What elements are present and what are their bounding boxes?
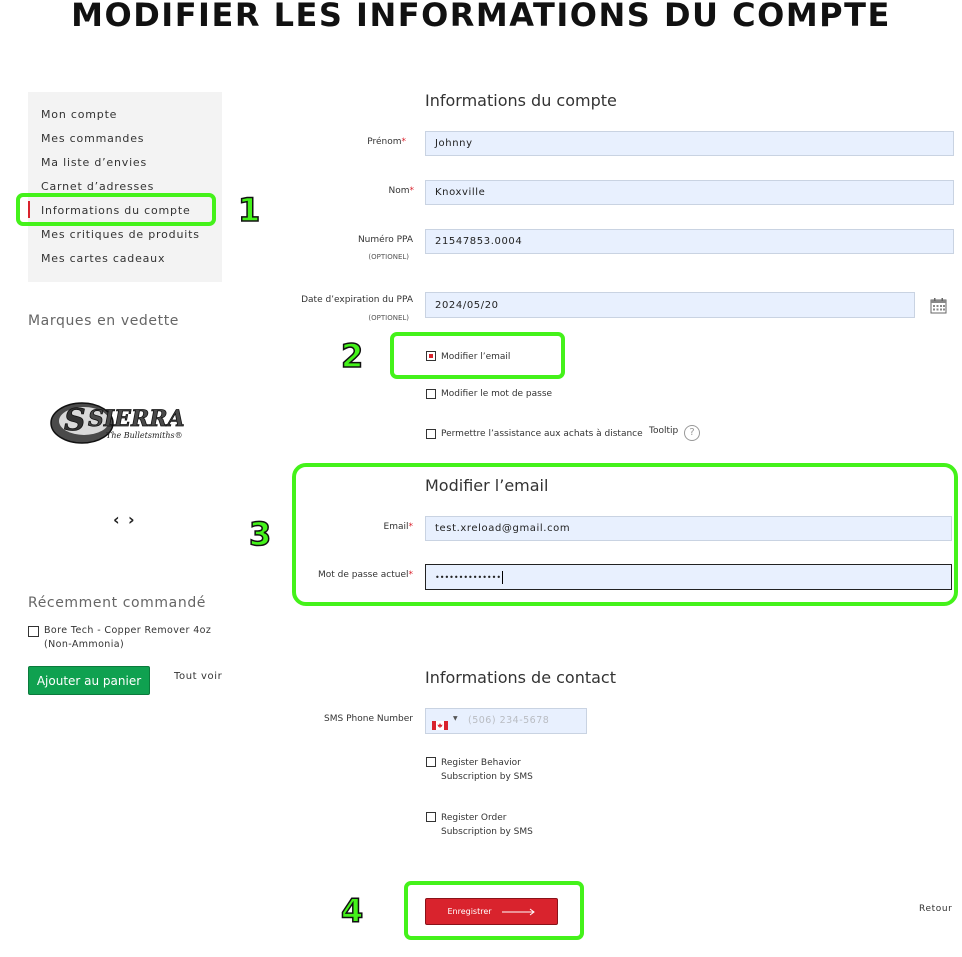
email-label: Email*: [383, 522, 413, 532]
annotation-number-3: 3: [249, 515, 272, 553]
calendar-icon[interactable]: [930, 297, 947, 314]
account-info-title: Informations du compte: [425, 91, 617, 110]
remote-assist-checkbox[interactable]: [426, 429, 436, 439]
sms-phone-label: SMS Phone Number: [324, 714, 413, 724]
annotation-box-4: [404, 881, 584, 940]
sms-phone-field[interactable]: [425, 708, 587, 734]
annotation-number-1: 1: [238, 191, 261, 229]
ppa-expiry-field[interactable]: 2024/05/20: [425, 292, 915, 318]
recent-item-name: Bore Tech - Copper Remover 4oz (Non-Ammonia): [44, 625, 212, 650]
last-name-field[interactable]: Knoxville: [425, 180, 954, 205]
back-link[interactable]: Retour: [919, 904, 953, 914]
nav-item-gift-cards[interactable]: Mes cartes cadeaux: [41, 252, 166, 265]
save-button-label: Enregistrer: [447, 907, 492, 916]
annotation-box-3: [292, 463, 958, 606]
ppa-expiry-optional: (OPTIONEL): [368, 314, 409, 322]
canada-flag-icon[interactable]: [432, 717, 448, 726]
annotation-number-4: 4: [341, 892, 364, 930]
contact-info-title: Informations de contact: [425, 668, 616, 687]
email-field[interactable]: test.xreload@gmail.com: [425, 516, 952, 541]
add-to-cart-button[interactable]: Ajouter au panier: [28, 666, 150, 695]
svg-text:SIERRA: SIERRA: [88, 406, 185, 432]
country-dropdown-caret-icon[interactable]: ▼: [453, 715, 458, 722]
brand-carousel-next-icon[interactable]: ›: [128, 510, 135, 529]
view-all-link[interactable]: Tout voir: [174, 671, 223, 682]
svg-text:S: S: [64, 403, 86, 438]
change-password-label[interactable]: Modifier le mot de passe: [441, 389, 553, 399]
ppa-number-optional: (OPTIONEL): [368, 253, 409, 261]
annotation-box-1: [16, 193, 216, 226]
current-password-value: ••••••••••••••: [435, 572, 502, 582]
recently-ordered-heading: Récemment commandé: [28, 595, 207, 611]
nav-item-orders[interactable]: Mes commandes: [41, 132, 145, 145]
ppa-number-label: Numéro PPA: [357, 235, 413, 245]
annotation-box-2: [390, 332, 565, 379]
first-name-field[interactable]: Johnny: [425, 131, 954, 156]
nav-item-product-reviews[interactable]: Mes critiques de produits: [41, 228, 200, 241]
ppa-number-field[interactable]: 21547853.0004: [425, 229, 954, 254]
sms-phone-placeholder: (506) 234-5678: [468, 715, 550, 726]
tooltip-label: Tooltip: [649, 426, 679, 436]
change-password-checkbox[interactable]: [426, 389, 436, 399]
last-name-label: Nom*: [388, 186, 414, 196]
nav-item-address-book[interactable]: Carnet d’adresses: [41, 180, 155, 193]
register-behavior-checkbox[interactable]: [426, 757, 436, 767]
remote-assist-label[interactable]: Permettre l’assistance aux achats à distance: [441, 429, 643, 439]
nav-item-wishlist[interactable]: Ma liste d’envies: [41, 156, 148, 169]
modify-email-title: Modifier l’email: [425, 476, 549, 495]
sierra-logo[interactable]: [48, 396, 196, 448]
help-icon[interactable]: ?: [684, 425, 700, 441]
svg-text:The Bulletsmiths®: The Bulletsmiths®: [106, 431, 183, 440]
brand-carousel-prev-icon[interactable]: ‹: [113, 510, 120, 529]
register-behavior-label[interactable]: Register Behavior Subscription by SMS: [441, 758, 533, 782]
first-name-label: Prénom*: [367, 137, 406, 147]
change-email-label[interactable]: Modifier l’email: [441, 352, 511, 362]
nav-item-account-info[interactable]: Informations du compte: [41, 204, 191, 217]
nav-item-my-account[interactable]: Mon compte: [41, 108, 118, 121]
register-order-checkbox[interactable]: [426, 812, 436, 822]
account-nav: [28, 92, 222, 282]
annotation-number-2: 2: [341, 337, 364, 375]
page-title: MODIFIER LES INFORMATIONS DU COMPTE: [71, 0, 891, 34]
featured-brands-heading: Marques en vedette: [28, 313, 180, 329]
recent-item-checkbox[interactable]: [28, 626, 39, 637]
register-order-label[interactable]: Register Order Subscription by SMS: [441, 813, 533, 837]
current-password-label: Mot de passe actuel*: [317, 570, 413, 580]
ppa-expiry-label: Date d’expiration du PPA: [301, 295, 413, 305]
